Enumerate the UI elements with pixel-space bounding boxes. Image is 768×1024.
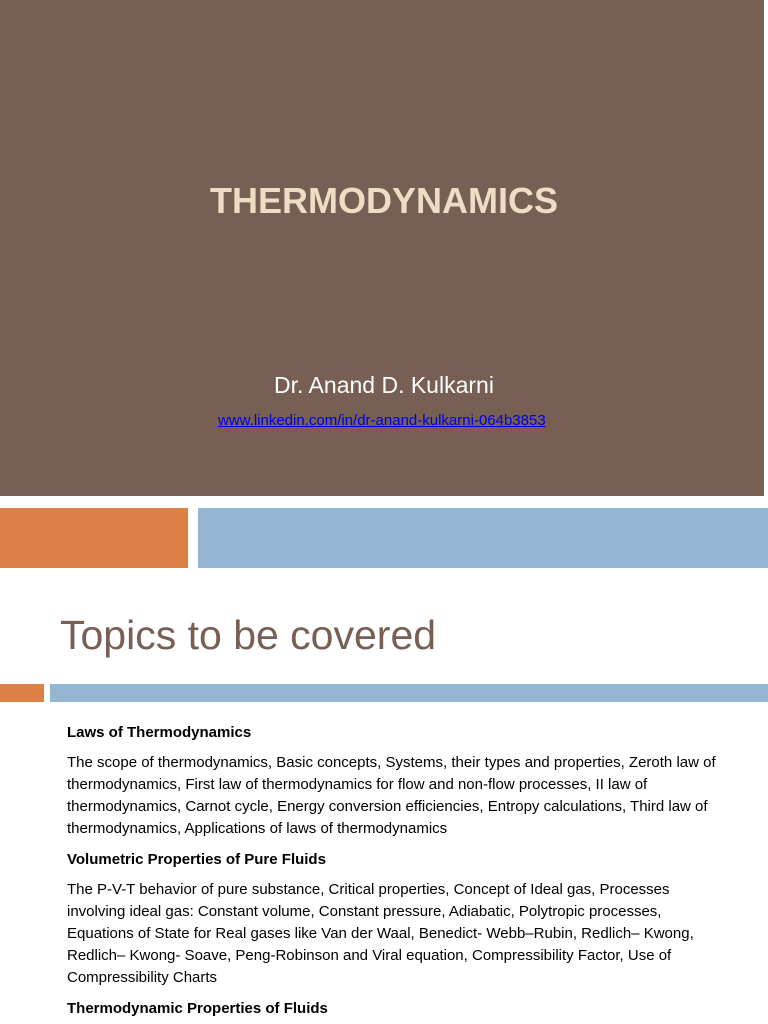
section-body: The P-V-T behavior of pure substance, Critical properties, Concept of Ideal gas, Processes involving ideal gas: Constant volume, Constant pressure, Adiabatic, Polytropic processes, Equations of State for Real gases like Van der Waal, Benedict- Webb–Rubin, Redlich– Kwong, Redlich– Kwong- Soave, Peng-Robinson and Viral equation, Compressibility Factor, Use of Compressibility Charts [67, 881, 694, 986]
topics-content [67, 722, 717, 1024]
topics-slide-title: Topics to be covered [60, 612, 437, 658]
accent-bar-blue [198, 508, 768, 568]
slide-title-main: THERMODYNAMICS [210, 180, 558, 221]
section-heading: Thermodynamic Properties of Fluids [67, 1000, 328, 1017]
divider-bar-orange [0, 684, 44, 702]
author-name: Dr. Anand D. Kulkarni [274, 372, 494, 398]
section-body: The scope of thermodynamics, Basic concepts, Systems, their types and properties, Zeroth law of thermodynamics, First law of thermodynamics for flow and non-flow processes, II law of thermodynamics, Carnot cycle, Energy conversion efficiencies, Entropy calculations, Third law of thermodynamics, Applications of laws of thermodynamics [67, 754, 716, 837]
linkedin-link[interactable]: www.linkedin.com/in/dr-anand-kulkarni-064b3853 [218, 412, 546, 429]
divider-bar-blue [50, 684, 768, 702]
section-heading: Volumetric Properties of Pure Fluids [67, 851, 326, 868]
accent-bar-orange [0, 508, 188, 568]
section-heading: Laws of Thermodynamics [67, 724, 252, 741]
